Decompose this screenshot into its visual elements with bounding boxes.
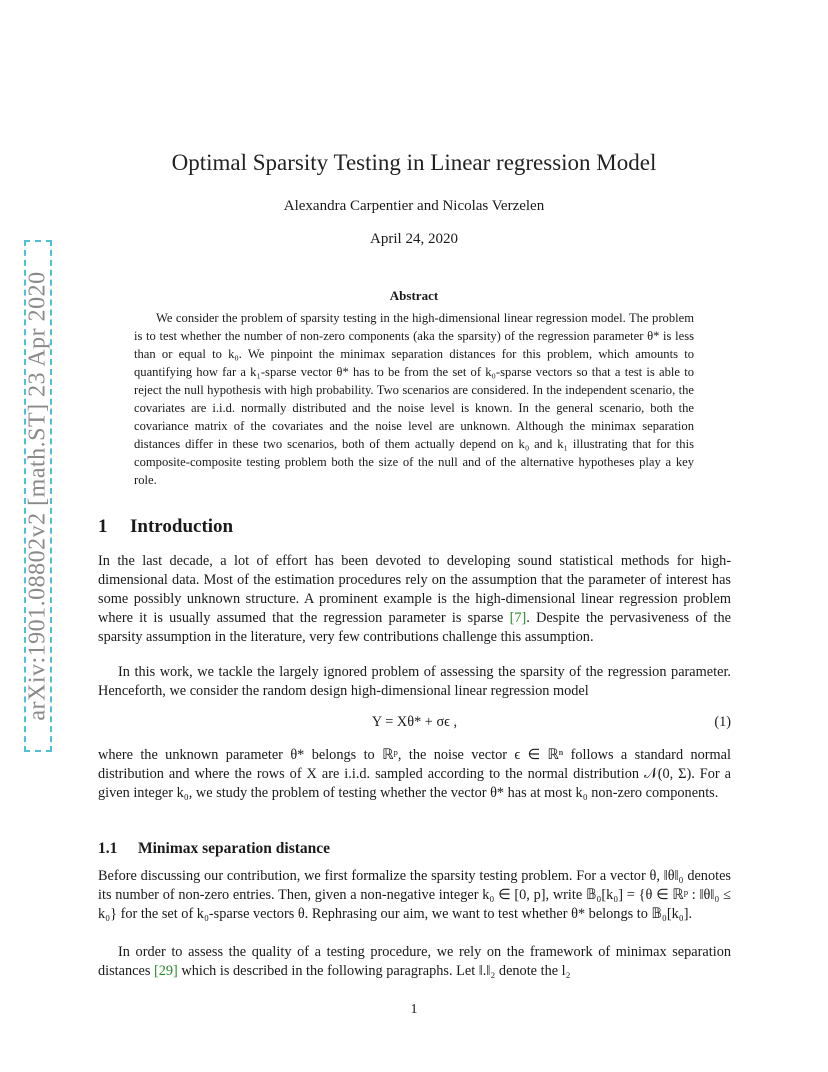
intro-p1-text-a: In the last decade, a lot of effort has been devoted to developing sound statistical methods for high-dimensional data. Most of the estimation procedures rely on the assumption that the parameter of interest has some possibly unknown structure. A prominent example is the high-dimensional linear regression problem where it is usually assumed that the regression parameter is sparse — [98, 553, 731, 626]
subsection-title: Minimax separation distance — [138, 840, 331, 857]
minimax-paragraph-2 — [98, 943, 731, 981]
paper-date: April 24, 2020 — [370, 231, 458, 247]
intro-p3-text: where the unknown parameter θ* belongs to ℝᵖ, the noise vector ϵ ∈ ℝⁿ follows a standard normal distribution and where the rows of X are i.i.d. sampled according to the normal distribution 𝒩(0, Σ). For a given integer k₀, we study the problem of testing whether the vector θ* has at most k₀ non-zero components. — [98, 747, 731, 801]
page-number: 1 — [410, 1002, 418, 1017]
intro-paragraph-2 — [98, 663, 731, 701]
minimax-p2-text-a: In order to assess the quality of a testing procedure, we rely on the framework of minimax separation distances — [98, 944, 731, 979]
paper-authors: Alexandra Carpentier and Nicolas Verzelen — [283, 198, 545, 214]
subsection-heading-minimax — [98, 840, 330, 858]
abstract-text: We consider the problem of sparsity testing in the high-dimensional linear regression model. The problem is to test whether the number of non-zero components (aka the sparsity) of the regression parameter θ* is less than or equal to k₀. We pinpoint the minimax separation distances for this problem, which amounts to quantifying how far a k₁-sparse vector θ* has to be from the set of k₀-sparse vectors so that a test is able to reject the null hypothesis with high probability. Two scenarios are considered. In the independent scenario, the covariates are i.i.d. normally distributed and the noise level is known. In the general scenario, both the covariance matrix of the covariates and the noise level are unknown. Although the minimax separation distances differ in these two scenarios, both of them actually depend on k₀ and k₁ illustrating that for this composite-composite testing problem both the size of the null and of the alternative hypotheses play a key role. — [134, 311, 694, 487]
arxiv-stamp: arXiv:1901.08802v2 [math.ST] 23 Apr 2020 — [24, 271, 51, 721]
section-title: Introduction — [130, 516, 234, 537]
intro-p2-text: In this work, we tackle the largely ignored problem of assessing the sparsity of the regression parameter. Henceforth, we consider the random design high-dimensional linear regression model — [98, 664, 731, 699]
section-number: 1 — [98, 516, 108, 537]
minimax-p1-text: Before discussing our contribution, we first formalize the sparsity testing problem. For a vector θ, ‖θ‖₀ denotes its number of non-zero entries. Then, given a non-negative integer k₀ ∈ [0, p], write 𝔹₀[k₀] = {θ ∈ ℝᵖ : ‖θ‖₀ ≤ k₀} for the set of k₀-sparse vectors θ. Rephrasing our aim, we want to test whether θ* belongs to 𝔹₀[k₀]. — [98, 868, 731, 922]
equation-expression: Y = Xθ* + σϵ , — [371, 714, 458, 730]
subsection-number: 1.1 — [98, 840, 118, 857]
equation-label: (1) — [714, 714, 731, 730]
intro-paragraph-1 — [98, 552, 731, 647]
citation-link[interactable]: [7] — [509, 610, 527, 626]
intro-paragraph-3 — [98, 746, 731, 803]
citation-link[interactable]: [29] — [153, 963, 178, 979]
minimax-p2-text-b: which is described in the following paragraphs. Let ‖.‖₂ denote the l₂ — [177, 963, 571, 979]
minimax-paragraph-1 — [98, 867, 731, 924]
abstract-body — [134, 309, 694, 489]
intro-p1-text-b: . Despite the pervasiveness of the sparsity assumption in the literature, very few contributions challenge this assumption. — [98, 610, 731, 645]
section-heading-introduction — [98, 516, 233, 538]
equation-1 — [98, 714, 731, 734]
paper-title: Optimal Sparsity Testing in Linear regression Model — [171, 150, 657, 175]
abstract-heading: Abstract — [389, 288, 439, 303]
